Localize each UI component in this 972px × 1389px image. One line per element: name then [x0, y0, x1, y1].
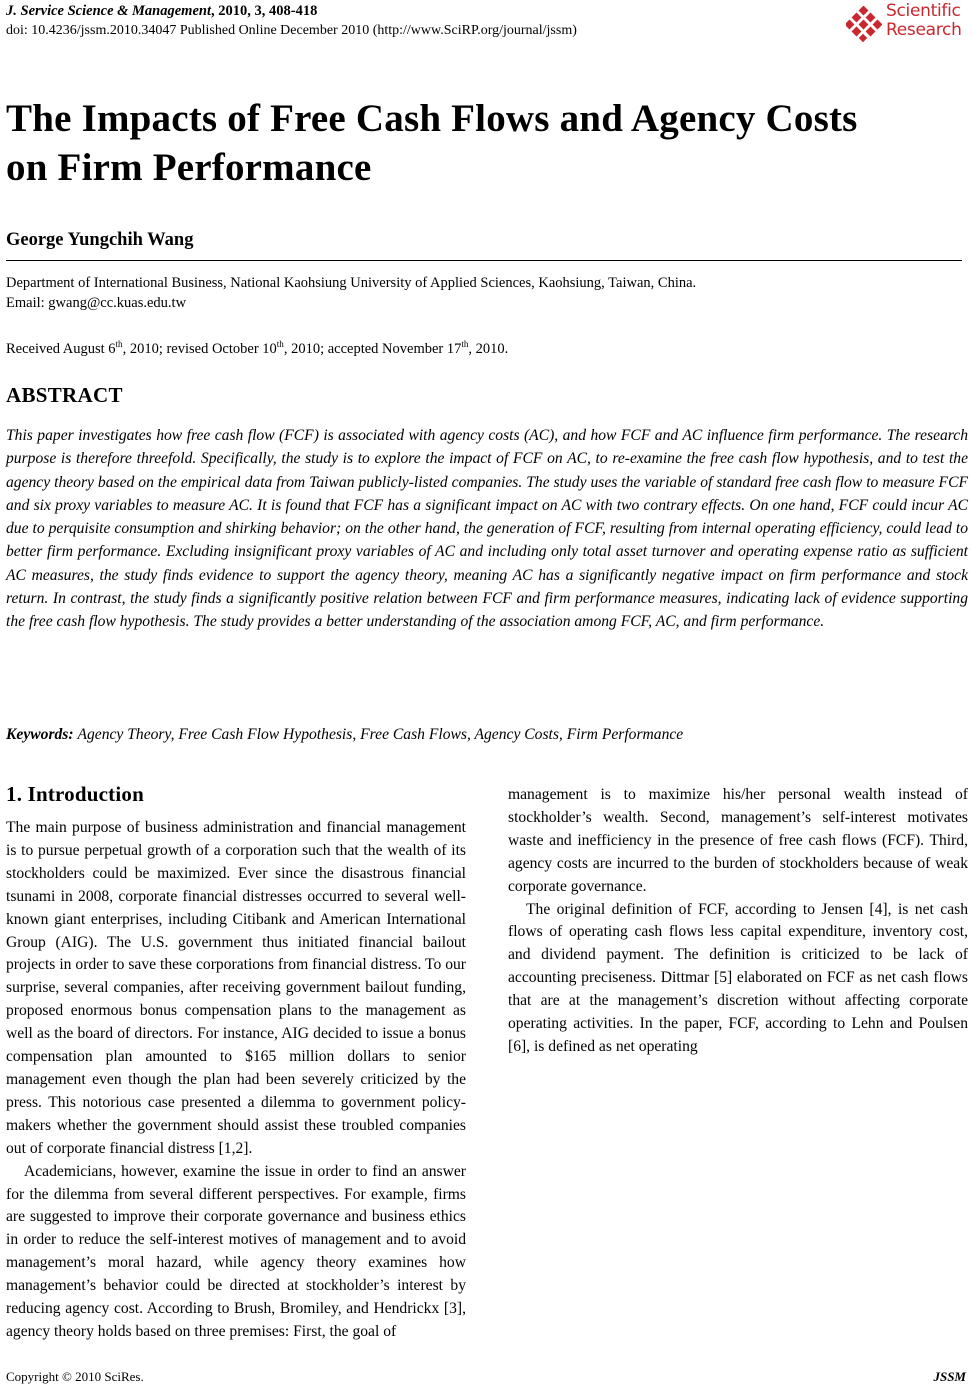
revised-date: , 2010; revised October 10: [122, 340, 277, 357]
ordinal-suffix: th: [115, 339, 123, 349]
column-right: [508, 784, 968, 1059]
affiliation: Department of International Business, National Kaohsiung University of Applied Sciences, Kaohsiung, Taiwan, China.: [6, 275, 697, 291]
author-name: George Yungchih Wang: [6, 230, 194, 250]
author-divider: [6, 260, 962, 261]
doi-line: doi: 10.4236/jssm.2010.34047 Published Online December 2010 (http://www.SciRP.org/journal/jssm): [6, 23, 577, 38]
journal-volume: , 2010, 3, 408-418: [210, 3, 318, 19]
journal-name: J. Service Science & Management: [6, 3, 211, 19]
email: Email: gwang@cc.kuas.edu.tw: [6, 295, 187, 311]
footer-journal-abbrev: JSSM: [933, 1369, 966, 1384]
intro-paragraph-2: Academicians, however, examine the issue in order to find an answer for the dilemma from several different perspectives. For example, firms are suggested to improve their corporate governance and business ethics in order to reduce the self-interest motives of management and to avoid management’s moral hazard, while agency theory examines how management’s behavior could be directed at stockholder’s interest by reducing agency cost. According to Brush, Bromiley, and Hendrickx [3], agency theory holds based on three premises: First, the goal of: [6, 1162, 466, 1340]
logo-line-2: Research: [886, 20, 962, 40]
keywords-label: Keywords: [6, 726, 69, 743]
logo-line-1: Scientific: [886, 1, 961, 21]
intro-paragraph-1: The main purpose of business administration and financial management is to pursue perpetual growth of a corporation such that the wealth of its stockholders could be maximized. Ever since the disastrous financial tsunami in 2008, corporate financial distresses occurred to several well-known giant enterprises, including Citibank and American International Group (AIG). The U.S. government thus initiated financial bailout projects in order to save these corporations from financial distress. To our surprise, several companies, after receiving government bailout funding, proposed enormous bonus compensation plans to the management as well as the board of directors. For instance, AIG decided to issue a bonus compensation plan amounted to $165 million dollars to senior management even though the plan had been severely criticized by the press. This notorious case presented a dilemma to government policy-makers whether the government should assist these troubled companies out of corporate financial distress [1,2].: [6, 819, 466, 1157]
page-header: [6, 2, 966, 48]
column-left: [6, 780, 466, 1344]
received-date: Received August 6: [6, 340, 116, 357]
logo-wordmark: [886, 2, 962, 40]
keywords-text: Agency Theory, Free Cash Flow Hypothesis, Free Cash Flows, Agency Costs, Firm Performance: [77, 726, 684, 743]
paper-title: [6, 94, 966, 192]
affiliation-block: [6, 273, 966, 313]
journal-citation: [6, 2, 966, 21]
received-year: , 2010.: [468, 340, 509, 357]
keywords: Keywords: Agency Theory, Free Cash Flow Hypothesis, Free Cash Flows, Agency Costs, Firm Performance: [6, 726, 684, 743]
ordinal-suffix: th: [461, 339, 469, 349]
title-line-1: The Impacts of Free Cash Flows and Agency Costs: [6, 97, 858, 140]
accepted-date: , 2010; accepted November 17: [283, 340, 462, 357]
abstract-heading: ABSTRACT: [6, 383, 123, 407]
ordinal-suffix: th: [276, 339, 284, 349]
intro-paragraph-3: The original definition of FCF, according to Jensen [4], is net cash flows of operating cash flows less capital expenditure, inventory cost, and dividend payment. The definition is criticized to be lack of accounting preciseness. Dittmar [5] elaborated on FCF as net cash flows that are at the management’s discretion without affecting corporate operating activities. In the paper, FCF, according to Lehn and Poulsen [6], is defined as net operating: [508, 900, 968, 1055]
section-heading-introduction: 1. Introduction: [6, 782, 144, 806]
abstract-text: This paper investigates how free cash flow (FCF) is associated with agency costs (AC), and how FCF and AC influence firm performance. The research purpose is therefore threefold. Specifically, the study is to explore the impact of FCF on AC, to re-examine the free cash flow hypothesis, and to test the agency theory based on the empirical data from Taiwan publicly-listed companies. The study uses the variable of standard free cash flow to measure FCF and six proxy variables to measure AC. It is found that FCF has a significant impact on AC with two contrary effects. On one hand, FCF could incur AC due to perquisite consumption and shirking behavior; on the other hand, the generation of FCF, resulting from internal operating efficiency, could lead to better firm performance. Excluding insignificant proxy variables of AC and including only total asset turnover and operating expense ratio as sufficient AC measures, the study finds evidence to support the agency theory, meaning AC has a significantly negative impact on firm performance and stock return. In contrast, the study finds a significantly positive relation between FCF and firm performance measures, indicating lack of evidence supporting the free cash flow hypothesis. The study provides a better understanding of the association among FCF, AC, and firm performance.: [6, 427, 968, 630]
received-dates: [6, 334, 508, 359]
publisher-logo: [846, 2, 964, 46]
intro-paragraph-2-continued: management is to maximize his/her personal wealth instead of stockholder’s wealth. Second, management’s self-interest motivates waste and inefficiency in the presence of free cash flows (FCF). Third, agency costs are incurred to the burden of stockholders because of weak corporate governance.: [508, 786, 968, 895]
title-line-2: on Firm Performance: [6, 146, 372, 189]
scientific-research-logo-icon: [846, 6, 882, 42]
footer-copyright: Copyright © 2010 SciRes.: [6, 1369, 144, 1384]
